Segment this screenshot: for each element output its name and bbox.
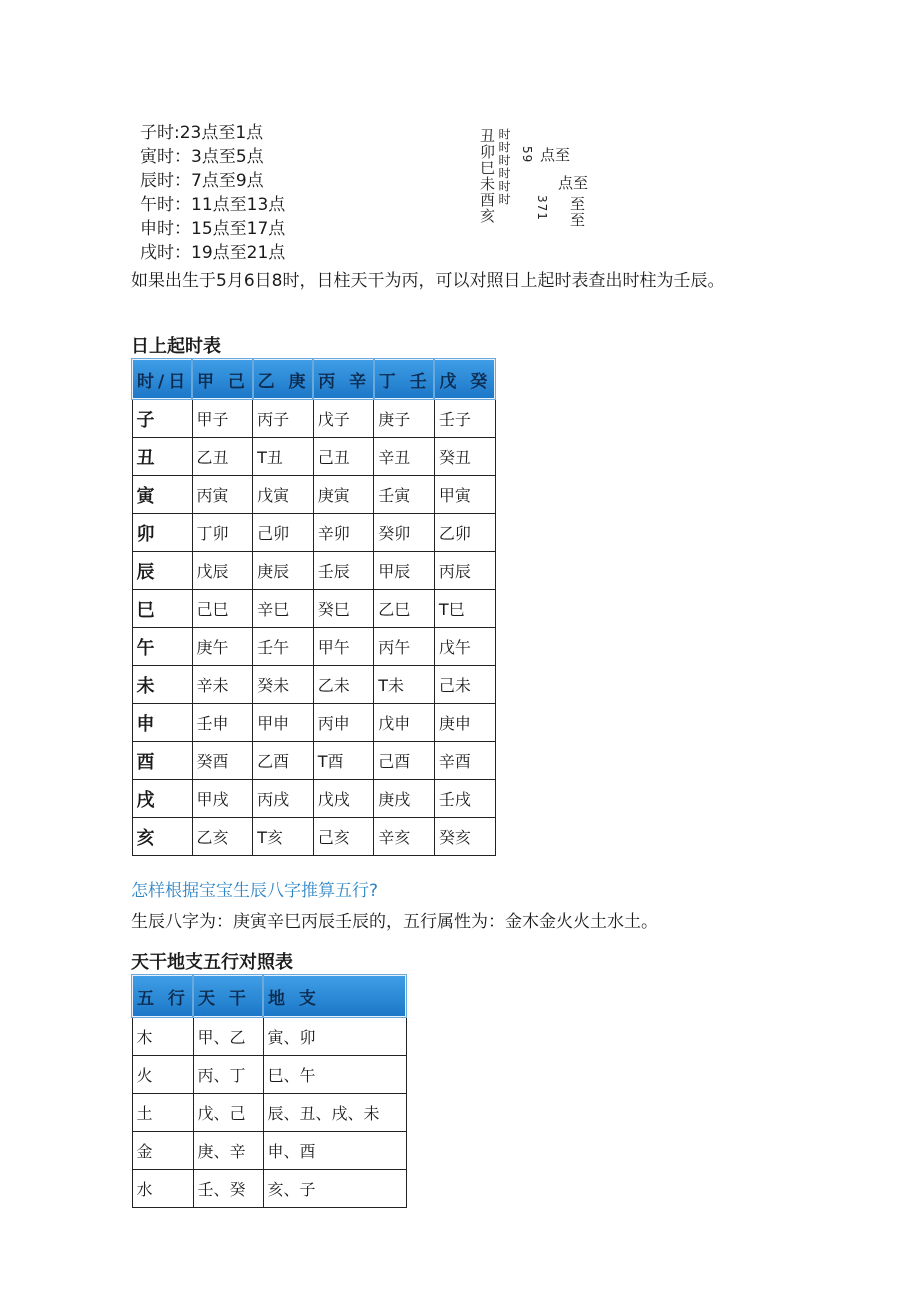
column-header: 时/日 — [132, 359, 192, 399]
table-cell: 戊辰 — [192, 552, 253, 590]
table-cell: 戊午 — [434, 628, 495, 666]
row-header-cell: 未 — [132, 666, 192, 704]
table-cell: 辰、丑、戌、未 — [263, 1094, 406, 1132]
table-cell: 巳、午 — [263, 1056, 406, 1094]
table-cell: 庚戌 — [374, 780, 435, 818]
table-cell: 土 — [132, 1094, 193, 1132]
table-cell: 戊子 — [313, 399, 374, 438]
time-line: 辰时：7点至9点 — [140, 171, 264, 191]
table-cell: 乙卯 — [434, 514, 495, 552]
table-row — [132, 476, 495, 514]
table-cell: 丁卯 — [192, 514, 253, 552]
column-header: 五 行 — [132, 975, 193, 1017]
table-row — [132, 780, 495, 818]
table-cell: 木 — [132, 1017, 193, 1056]
table-cell: 己卯 — [253, 514, 314, 552]
row-header-cell: 卯 — [132, 514, 192, 552]
table-row — [132, 818, 495, 856]
table-cell: 甲辰 — [374, 552, 435, 590]
table-cell: 丙、丁 — [193, 1056, 263, 1094]
garbled-branches: 丑卯巳未酉亥 — [478, 128, 496, 224]
table-row — [132, 666, 495, 704]
table-cell: 戊寅 — [253, 476, 314, 514]
table-row — [132, 628, 495, 666]
table-cell: 戊申 — [374, 704, 435, 742]
table-cell: 甲午 — [313, 628, 374, 666]
table-cell: 火 — [132, 1056, 193, 1094]
table-cell: 庚辰 — [253, 552, 314, 590]
five-elements-table — [131, 974, 407, 1208]
table-cell: 壬、癸 — [193, 1170, 263, 1208]
table-cell: 壬申 — [192, 704, 253, 742]
garbled-numbers-b: 371 — [535, 195, 549, 221]
table-cell: 戊戌 — [313, 780, 374, 818]
row-header-cell: 寅 — [132, 476, 192, 514]
table-cell: T巳 — [434, 590, 495, 628]
row-header-cell: 戌 — [132, 780, 192, 818]
table-cell: 甲子 — [192, 399, 253, 438]
row-header-cell: 申 — [132, 704, 192, 742]
table-cell: T丑 — [253, 438, 314, 476]
intro-paragraph: 如果出生于5月6日8时，日柱天干为丙，可以对照日上起时表查出时柱为壬辰。 — [131, 271, 725, 291]
time-line: 子时:23点至1点 — [140, 123, 264, 143]
garbled-hours: 时时时时时时 — [497, 128, 511, 206]
table-cell: 癸亥 — [434, 818, 495, 856]
table-cell: 己未 — [434, 666, 495, 704]
row-header-cell: 亥 — [132, 818, 192, 856]
table-cell: T未 — [374, 666, 435, 704]
table-row — [132, 1017, 406, 1056]
hour-start-table — [131, 358, 496, 856]
garbled-text-b: 点至 — [558, 174, 589, 192]
column-header: 地 支 — [263, 975, 406, 1017]
table-cell: 壬寅 — [374, 476, 435, 514]
table-cell: 乙巳 — [374, 590, 435, 628]
row-header-cell: 丑 — [132, 438, 192, 476]
table-cell: 水 — [132, 1170, 193, 1208]
table-cell: 乙丑 — [192, 438, 253, 476]
table-cell: 癸未 — [253, 666, 314, 704]
row-header-cell: 午 — [132, 628, 192, 666]
table-cell: 寅、卯 — [263, 1017, 406, 1056]
table-cell: 壬午 — [253, 628, 314, 666]
table-cell: 庚、辛 — [193, 1132, 263, 1170]
column-header: 甲 己 — [192, 359, 253, 399]
row-header-cell: 辰 — [132, 552, 192, 590]
table-cell: T亥 — [253, 818, 314, 856]
column-header: 丁 壬 — [374, 359, 435, 399]
table-cell: 癸卯 — [374, 514, 435, 552]
garbled-numbers-a: 59 — [520, 146, 534, 164]
table-cell: 辛酉 — [434, 742, 495, 780]
table-cell: 庚午 — [192, 628, 253, 666]
table-cell: 壬戌 — [434, 780, 495, 818]
table-cell: 己亥 — [313, 818, 374, 856]
table-cell: 金 — [132, 1132, 193, 1170]
column-header: 天 干 — [193, 975, 263, 1017]
table-cell: 庚申 — [434, 704, 495, 742]
column-header: 戊 癸 — [434, 359, 495, 399]
table-cell: 甲、乙 — [193, 1017, 263, 1056]
table-cell: 申、酉 — [263, 1132, 406, 1170]
table-row — [132, 514, 495, 552]
table-row — [132, 438, 495, 476]
garbled-text-a: 点至 — [540, 146, 571, 164]
table-row — [132, 590, 495, 628]
table-cell: 丙午 — [374, 628, 435, 666]
table-cell: 辛巳 — [253, 590, 314, 628]
row-header-cell: 子 — [132, 399, 192, 438]
table-cell: 己巳 — [192, 590, 253, 628]
table-cell: 甲申 — [253, 704, 314, 742]
table1-title: 日上起时表 — [131, 336, 221, 357]
table-cell: 庚寅 — [313, 476, 374, 514]
table-row — [132, 399, 495, 438]
table-cell: 亥、子 — [263, 1170, 406, 1208]
time-line: 寅时：3点至5点 — [140, 147, 264, 167]
table-header-row — [132, 359, 495, 399]
garbled-text-c: 至至 — [568, 196, 586, 228]
table-row — [132, 1056, 406, 1094]
table-cell: 甲寅 — [434, 476, 495, 514]
table-cell: 辛丑 — [374, 438, 435, 476]
table-cell: 丙寅 — [192, 476, 253, 514]
table-cell: 丙子 — [253, 399, 314, 438]
table-cell: 庚子 — [374, 399, 435, 438]
table-cell: 戊、己 — [193, 1094, 263, 1132]
table2-title: 天干地支五行对照表 — [131, 952, 293, 973]
table-cell: 壬子 — [434, 399, 495, 438]
table-cell: 己酉 — [374, 742, 435, 780]
table-cell: 丙戌 — [253, 780, 314, 818]
table-cell: 辛亥 — [374, 818, 435, 856]
bazi-paragraph: 生辰八字为：庚寅辛巳丙辰壬辰的，五行属性为：金木金火火土水土。 — [131, 912, 658, 932]
table-cell: 癸巳 — [313, 590, 374, 628]
table-header-row — [132, 975, 406, 1017]
table-cell: 辛卯 — [313, 514, 374, 552]
table-cell: 己丑 — [313, 438, 374, 476]
table-cell: 癸丑 — [434, 438, 495, 476]
table-cell: 壬辰 — [313, 552, 374, 590]
table-cell: 辛未 — [192, 666, 253, 704]
table-row — [132, 1094, 406, 1132]
column-header: 丙 辛 — [313, 359, 374, 399]
row-header-cell: 酉 — [132, 742, 192, 780]
table-cell: 甲戌 — [192, 780, 253, 818]
table-row — [132, 1170, 406, 1208]
column-header: 乙 庚 — [253, 359, 314, 399]
table-row — [132, 1132, 406, 1170]
table-cell: 乙未 — [313, 666, 374, 704]
table-row — [132, 704, 495, 742]
row-header-cell: 巳 — [132, 590, 192, 628]
table-cell: 乙亥 — [192, 818, 253, 856]
table-cell: T酉 — [313, 742, 374, 780]
table-cell: 丙申 — [313, 704, 374, 742]
table-row — [132, 742, 495, 780]
table-cell: 乙酉 — [253, 742, 314, 780]
table-cell: 丙辰 — [434, 552, 495, 590]
time-line: 申时：15点至17点 — [140, 219, 286, 239]
table-cell: 癸酉 — [192, 742, 253, 780]
table-row — [132, 552, 495, 590]
time-line: 戌时：19点至21点 — [140, 243, 286, 263]
time-line: 午时：11点至13点 — [140, 195, 286, 215]
question-heading: 怎样根据宝宝生辰八字推算五行? — [131, 881, 379, 901]
